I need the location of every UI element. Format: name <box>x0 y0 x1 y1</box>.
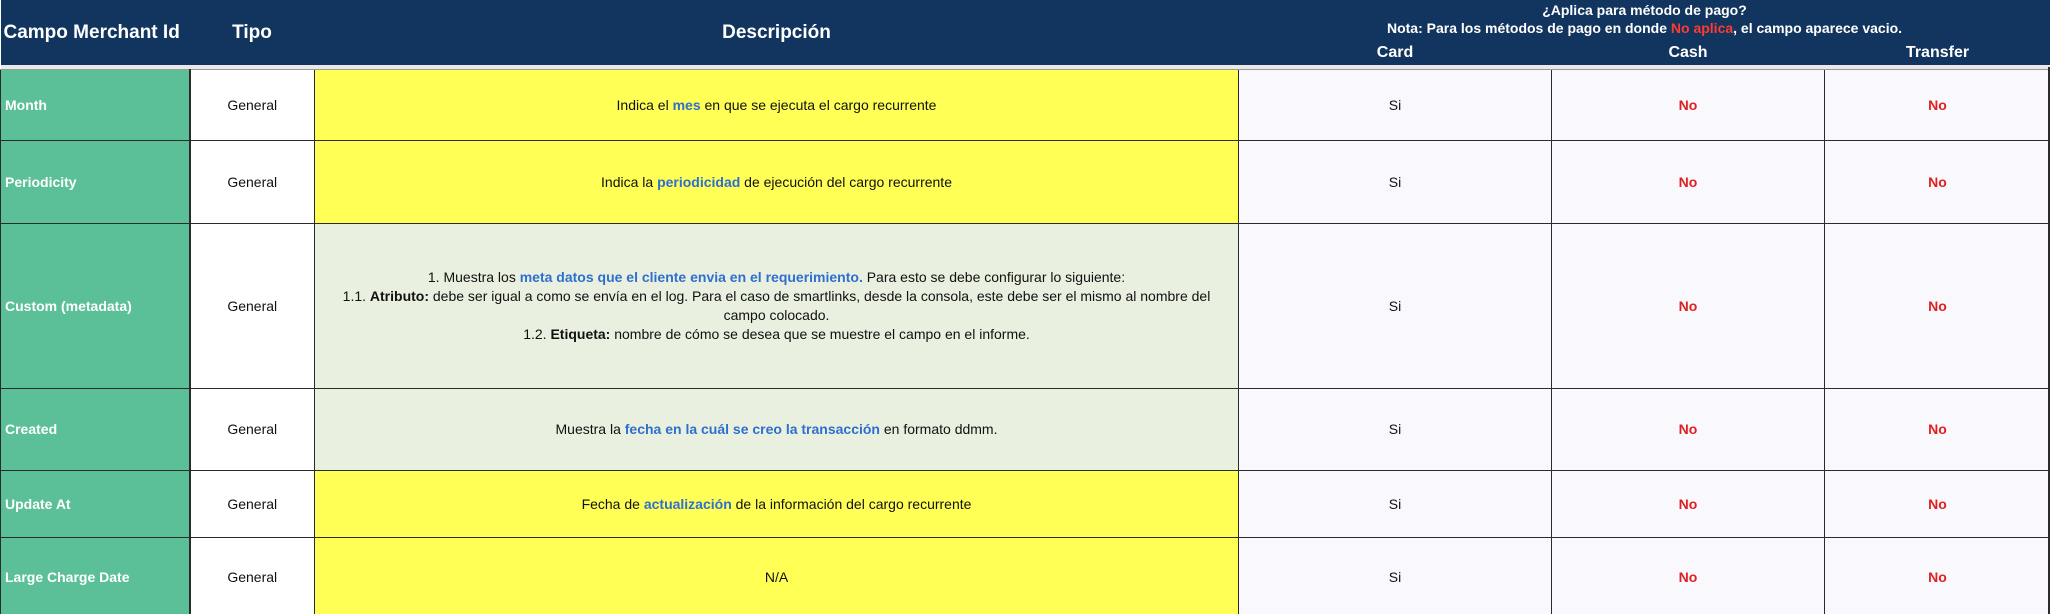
desc-line-2: 1.1. Atributo: debe ser igual a como se envía en el log. Para el caso de smartlinks, desde la consola, este debe ser el mismo al nombre del campo colocado. <box>342 288 1211 323</box>
desc-text: en formato ddmm. <box>879 421 998 437</box>
transfer-cell[interactable]: No <box>1825 538 2050 614</box>
card-cell[interactable]: Si <box>1239 389 1552 471</box>
payment-question: ¿Aplica para método de pago? <box>1542 2 1747 18</box>
field-name[interactable]: Month <box>1 70 190 141</box>
table-row <box>1 538 2050 614</box>
header-description[interactable]: Descripción <box>315 0 1239 65</box>
cash-cell[interactable]: No <box>1552 141 1825 224</box>
attribute-label: Atributo: <box>369 288 429 304</box>
cash-cell[interactable]: No <box>1552 538 1825 614</box>
header-field[interactable]: Campo Merchant Id <box>1 0 190 65</box>
payment-subheaders <box>1239 44 2050 64</box>
table-row <box>1 389 2050 471</box>
transfer-cell[interactable]: No <box>1825 389 2050 471</box>
field-name[interactable]: Periodicity <box>1 141 190 224</box>
description-cell[interactable] <box>315 70 1239 141</box>
type-cell[interactable]: General <box>190 389 315 471</box>
description-cell[interactable]: N/A <box>315 538 1239 614</box>
desc-line-3: 1.2. Etiqueta: nombre de cómo se desea que se muestre el campo en el informe. <box>523 326 1030 342</box>
desc-text: de ejecución del cargo recurrente <box>740 173 952 190</box>
field-name[interactable]: Custom (metadata) <box>1 224 190 389</box>
header-payment-methods[interactable] <box>1239 0 2050 65</box>
card-cell[interactable]: Si <box>1239 538 1552 614</box>
header-row <box>1 0 2050 65</box>
note-suffix: , el campo aparece vacio. <box>1733 20 1903 36</box>
desc-text: Indica la <box>601 173 658 190</box>
field-name[interactable]: Created <box>1 389 190 471</box>
table-row <box>1 471 2050 538</box>
desc-text: de la información del cargo recurrente <box>731 495 972 512</box>
description-cell[interactable] <box>315 389 1239 471</box>
transfer-cell[interactable]: No <box>1825 141 2050 224</box>
cash-cell[interactable]: No <box>1552 389 1825 471</box>
type-cell[interactable]: General <box>190 70 315 141</box>
table-row <box>1 141 2050 224</box>
desc-line-1: 1. Muestra los meta datos que el cliente envia en el requerimiento. Para esto se debe configurar lo siguiente: <box>427 269 1126 285</box>
header-transfer: Transfer <box>1905 44 1970 61</box>
desc-highlight: actualización <box>643 495 732 512</box>
payment-note <box>1239 20 2050 36</box>
cash-cell[interactable]: No <box>1552 224 1825 389</box>
desc-highlight: meta datos que el cliente envia en el requerimiento. <box>519 269 863 285</box>
desc-text: Muestra la <box>555 421 625 437</box>
type-cell[interactable]: General <box>190 471 315 538</box>
header-card: Card <box>1376 44 1414 61</box>
description-cell[interactable] <box>315 471 1239 538</box>
desc-highlight: periodicidad <box>657 173 741 190</box>
desc-text: Fecha de <box>581 495 644 512</box>
note-highlight: No aplica <box>1670 20 1734 36</box>
type-cell[interactable]: General <box>190 141 315 224</box>
description-cell[interactable] <box>315 141 1239 224</box>
card-cell[interactable]: Si <box>1239 70 1552 141</box>
header-type[interactable]: Tipo <box>190 0 315 65</box>
header-cash: Cash <box>1668 44 1708 61</box>
label-label: Etiqueta: <box>550 326 611 342</box>
type-cell[interactable]: General <box>190 224 315 389</box>
table-row <box>1 224 2050 389</box>
transfer-cell[interactable]: No <box>1825 224 2050 389</box>
card-cell[interactable]: Si <box>1239 471 1552 538</box>
field-name[interactable]: Large Charge Date <box>1 538 190 614</box>
desc-text: en que se ejecuta el cargo recurrente <box>700 96 937 113</box>
desc-highlight: mes <box>672 96 701 113</box>
field-name[interactable]: Update At <box>1 471 190 538</box>
note-prefix: Nota: Para los métodos de pago en donde <box>1386 20 1671 36</box>
table-row <box>1 70 2050 141</box>
transfer-cell[interactable]: No <box>1825 70 2050 141</box>
card-cell[interactable]: Si <box>1239 141 1552 224</box>
description-cell[interactable] <box>315 224 1239 389</box>
desc-text: Indica el <box>616 96 673 113</box>
transfer-cell[interactable]: No <box>1825 471 2050 538</box>
desc-highlight: fecha en la cuál se creo la transacción <box>624 421 880 437</box>
type-cell[interactable]: General <box>190 538 315 614</box>
cash-cell[interactable]: No <box>1552 471 1825 538</box>
card-cell[interactable]: Si <box>1239 224 1552 389</box>
cash-cell[interactable]: No <box>1552 70 1825 141</box>
